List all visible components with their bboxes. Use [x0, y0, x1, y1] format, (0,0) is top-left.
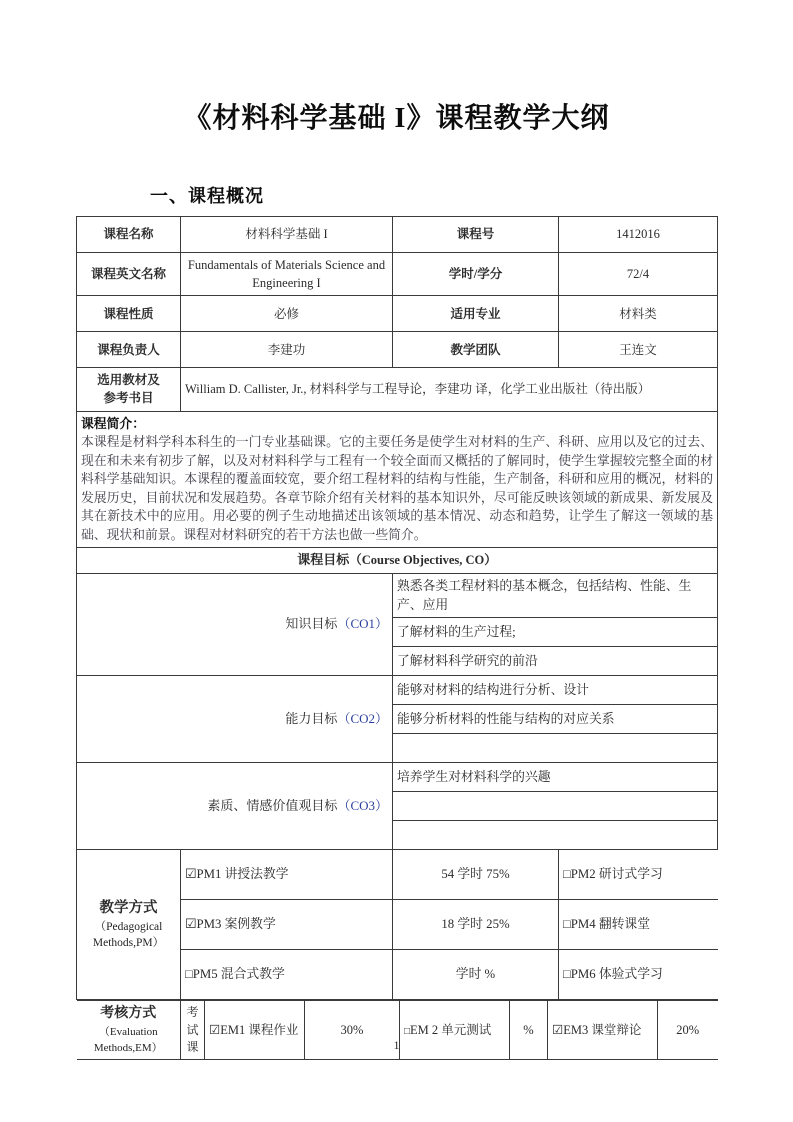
- label-pedagogy-en-line1: （Pedagogical: [94, 920, 163, 933]
- label-course-name-en: 课程英文名称: [77, 253, 181, 296]
- em3-label: EM3 课堂辩论: [563, 1023, 642, 1038]
- label-evaluation-en-line2: Methods,EM）: [93, 1041, 163, 1054]
- label-course-code: 课程号: [393, 217, 559, 253]
- course-intro-body: 本课程是材料学科本科生的一门专业基础课。它的主要任务是使学生对材料的生产、科研、应用以及它的过去、现在和未来有初步了解，以及对材料科学与工程有一个较全面而又概括的了解同时，使学生掌握较完整全面的材料科学基础知识。本课程的覆盖面较宽，要介绍工程材料的结构与性能，生产制备，科研和应用的概况，材料的发展历史，目前状况和发展趋势。各章节除介绍有关材料的基本知识外，尽可能反映该领域的新成果、新发展及其在新技术中的应用。用必要的例子生动地描述出该领域的基本情况、动态和趋势，让学生了解这一领域的基础、现状和前景。课程对材料研究的若干方法也做一些简介。: [81, 435, 713, 542]
- value-teaching-team: 王连文: [559, 332, 718, 368]
- tag-co3: （CO3）: [337, 797, 388, 813]
- pm6-checkbox-icon[interactable]: □: [563, 967, 571, 982]
- label-pedagogical-methods: [77, 850, 181, 1000]
- value-course-code: 1412016: [559, 217, 718, 253]
- objective-co2-item-2: 能够分析材料的性能与结构的对应关系: [393, 705, 718, 734]
- tag-co1: （CO1）: [337, 616, 388, 632]
- pm5-checkbox-icon[interactable]: □: [185, 967, 193, 982]
- objective-co3-item-2: [393, 792, 718, 821]
- pm3-checkbox-icon[interactable]: ☑: [185, 917, 197, 932]
- label-pedagogy-cn: 教学方式: [99, 899, 158, 916]
- exam-type-char-2: 试: [186, 1022, 199, 1037]
- pm2-label: PM2 研讨式学习: [570, 867, 663, 882]
- table-row-course-type: [77, 296, 718, 332]
- table-row-course-name-en: [77, 253, 718, 296]
- pm5-name-cell[interactable]: [181, 950, 393, 1000]
- pm5-value: 学时 %: [393, 950, 559, 1000]
- label-textbook-line2: 参考书目: [103, 391, 154, 406]
- label-course-type: 课程性质: [77, 296, 181, 332]
- tag-co2: （CO2）: [337, 710, 388, 726]
- value-textbook-text: William D. Callister, Jr., 材料科学与工程导论，李建功 译，化学工业出版社（待出版）: [185, 382, 651, 397]
- page-number: 1: [393, 1038, 400, 1052]
- em2-checkbox-icon[interactable]: □: [404, 1026, 411, 1038]
- label-hours-credits: 学时/学分: [393, 253, 559, 296]
- em2-label: EM 2 单元测试: [410, 1023, 492, 1038]
- pm4-checkbox-icon[interactable]: □: [563, 917, 571, 932]
- exam-type-char-1: 考: [186, 1005, 199, 1020]
- exam-type-char-3: 课: [186, 1040, 199, 1055]
- objective-co1-item-2: 了解材料的生产过程;: [393, 618, 718, 647]
- pm4-name-cell[interactable]: [559, 900, 718, 950]
- pm5-label: PM5 混合式教学: [192, 967, 285, 982]
- label-objective-co2: [77, 676, 393, 763]
- label-textbook-line1: 选用教材及: [97, 373, 160, 388]
- pm1-value: 54 学时 75%: [393, 850, 559, 900]
- objective-co3-item-3: [393, 821, 718, 850]
- label-evaluation-cn: 考核方式: [100, 1006, 157, 1022]
- label-objective-co1: [77, 574, 393, 676]
- label-target-major: 适用专业: [393, 296, 559, 332]
- em3-value: 20%: [658, 1001, 718, 1060]
- pm3-value: 18 学时 25%: [393, 900, 559, 950]
- label-textbook: [77, 368, 181, 411]
- objective-co1-item-1: 熟悉各类工程材料的基本概念，包括结构、性能、生产、应用: [393, 574, 718, 618]
- label-objective-co3-cn: 素质、情感价值观目标: [207, 797, 338, 813]
- label-course-leader: 课程负责人: [77, 332, 181, 368]
- objective-co2-item-1: 能够对材料的结构进行分析、设计: [393, 676, 718, 705]
- value-textbook: [181, 368, 718, 411]
- pm2-name-cell[interactable]: [559, 850, 718, 900]
- em1-label: EM1 课程作业: [220, 1023, 299, 1038]
- em2-value: %: [510, 1001, 548, 1060]
- table-row-course-leader: [77, 332, 718, 368]
- pm6-name-cell[interactable]: [559, 950, 718, 1000]
- table-row-pedagogy-1: [77, 850, 718, 900]
- objectives-header: [77, 548, 718, 574]
- pm6-label: PM6 体验式学习: [570, 967, 663, 982]
- label-course-name: 课程名称: [77, 217, 181, 253]
- pm1-checkbox-icon[interactable]: ☑: [185, 867, 197, 882]
- objective-co2-item-3: [393, 734, 718, 763]
- course-syllabus-table: [76, 216, 718, 1060]
- objective-co3-item-1: 培养学生对材料科学的兴趣: [393, 763, 718, 792]
- label-objective-co2-cn: 能力目标: [285, 710, 338, 726]
- course-intro-title: 课程简介：: [81, 416, 145, 431]
- value-course-type: 必修: [181, 296, 393, 332]
- pm3-name-cell[interactable]: [181, 900, 393, 950]
- objectives-header-cn: 课程目标: [297, 552, 350, 568]
- table-row-objective-co1: [77, 574, 718, 618]
- pm1-label: PM1 讲授法教学: [196, 867, 289, 882]
- pm3-label: PM3 案例教学: [196, 917, 276, 932]
- em3-checkbox-icon[interactable]: ☑: [552, 1023, 564, 1038]
- value-course-leader: 李建功: [181, 332, 393, 368]
- label-objective-co1-cn: 知识目标: [285, 616, 338, 632]
- objectives-header-en: （Course Objectives, CO）: [349, 553, 497, 568]
- table-row-course-intro: [77, 411, 718, 548]
- pm2-checkbox-icon[interactable]: □: [563, 867, 571, 882]
- value-course-name-en: Fundamentals of Materials Science and Engineering I: [181, 253, 393, 296]
- value-hours-credits: 72/4: [559, 253, 718, 296]
- label-teaching-team: 教学团队: [393, 332, 559, 368]
- label-objective-co3: [77, 763, 393, 850]
- table-row-textbook: [77, 368, 718, 411]
- label-evaluation-en-line1: （Evaluation: [98, 1025, 158, 1038]
- pm1-name-cell[interactable]: [181, 850, 393, 900]
- em1-checkbox-icon[interactable]: ☑: [209, 1023, 221, 1038]
- em1-value: 30%: [305, 1001, 400, 1060]
- objective-co1-item-3: 了解材料科学研究的前沿: [393, 647, 718, 676]
- course-intro-cell: [77, 411, 718, 548]
- value-target-major: 材料类: [559, 296, 718, 332]
- table-row-course-name: [77, 217, 718, 253]
- label-pedagogy-en-line2: Methods,PM）: [92, 937, 165, 950]
- value-course-name: 材料科学基础 I: [181, 217, 393, 253]
- section-heading-course-overview: 一、课程概况: [150, 186, 264, 206]
- table-row-objectives-header: [77, 548, 718, 574]
- pm4-label: PM4 翻转课堂: [570, 917, 651, 932]
- table-row-objective-co2: [77, 676, 718, 705]
- page-title: 《材料科学基础 I》课程教学大纲: [183, 103, 610, 134]
- table-row-objective-co3: [77, 763, 718, 792]
